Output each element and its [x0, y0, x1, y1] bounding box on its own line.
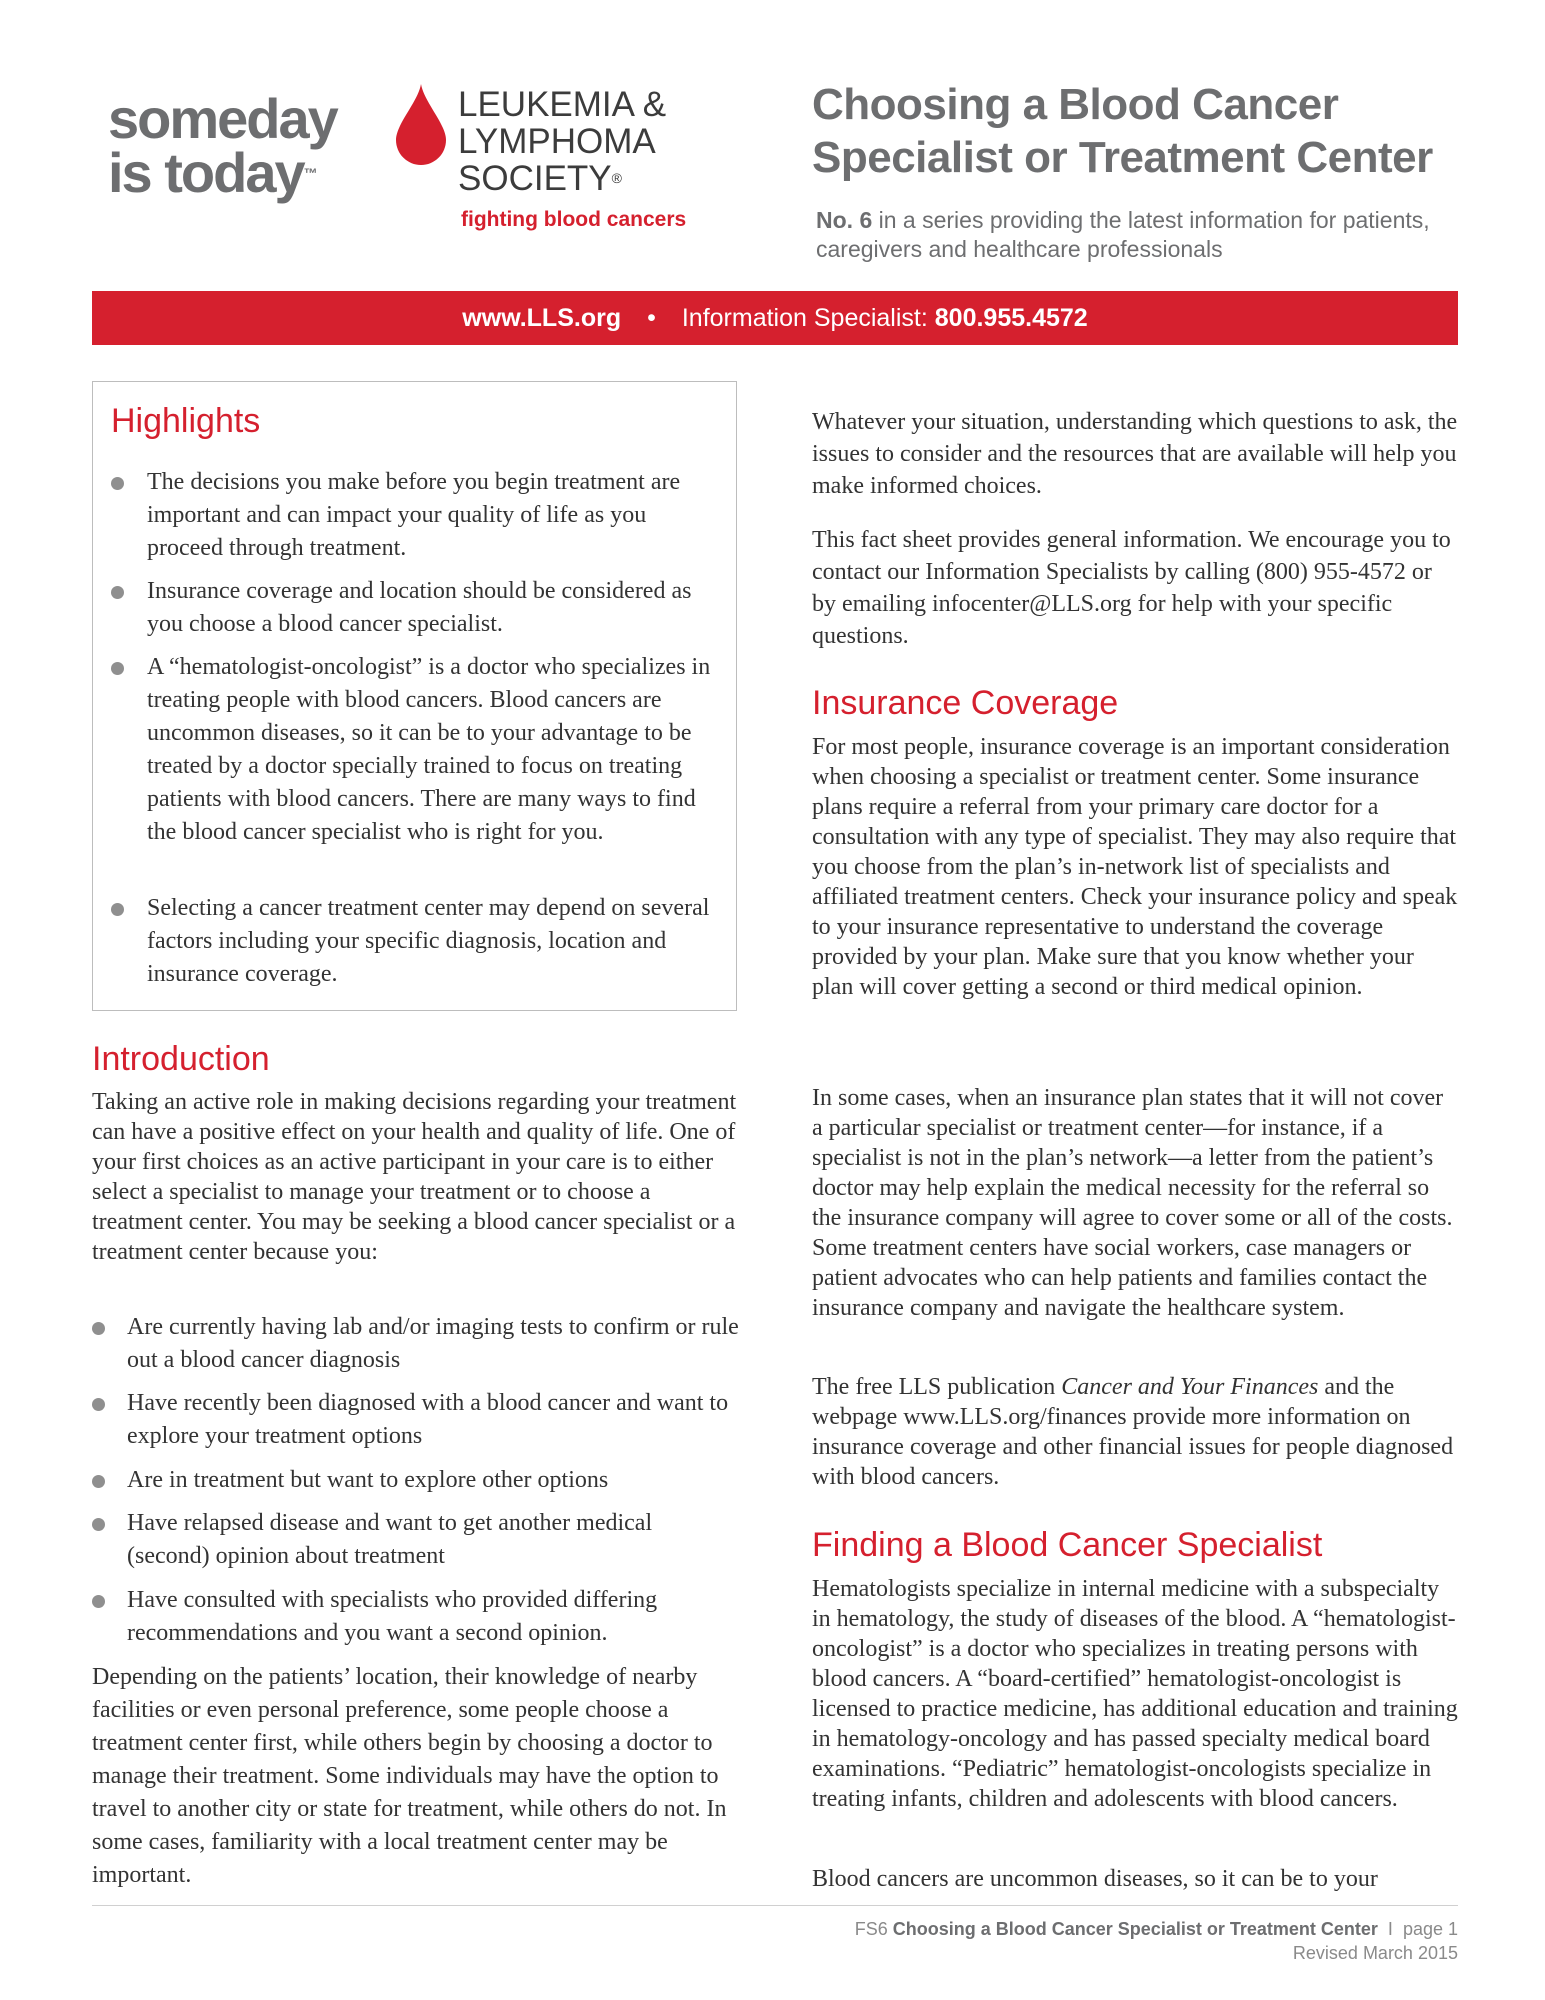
highlights-title: Highlights [111, 402, 261, 440]
org-line1: LEUKEMIA & [458, 85, 667, 124]
org-tagline: fighting blood cancers [461, 208, 687, 231]
introduction-title: Introduction [92, 1040, 270, 1078]
highlight-text: Insurance coverage and location should be considered as you choose a blood cancer specialist. [147, 578, 692, 637]
finding-specialist-title: Finding a Blood Cancer Specialist [812, 1526, 1323, 1564]
intro-item-text: Have recently been diagnosed with a blood cancer and want to explore your treatment options [127, 1390, 729, 1449]
bullet-icon [92, 1518, 105, 1531]
footer-title-line [855, 1919, 1458, 1940]
tagline-line1: someday [108, 87, 337, 150]
intro-right-paragraph: Whatever your situation, understanding which questions to ask, the issues to consider and the resources that are available will help you make informed choices. [812, 409, 1458, 499]
website-link[interactable]: www.LLS.org [462, 303, 622, 332]
footer-title: Choosing a Blood Cancer Specialist or Treatment Center [892, 1919, 1378, 1939]
intro-item-text: Are in treatment but want to explore other options [127, 1467, 609, 1493]
series-text: in a series providing the latest information for patients, caregivers and healthcare professionals [816, 207, 1430, 262]
para3-post: and the webpage www.LLS.org/finances provide more information on insurance coverage and other financial issues for people diagnosed with blood cancers. [812, 1374, 1454, 1490]
finding-paragraph-2: Blood cancers are uncommon diseases, so it can be to your [812, 1866, 1378, 1892]
bullet-icon [92, 1475, 105, 1488]
highlight-text: The decisions you make before you begin treatment are important and can impact your quality of life as you proceed through treatment. [147, 469, 681, 561]
document-title [812, 78, 1512, 184]
title-line1: Choosing a Blood Cancer [812, 80, 1339, 129]
banner-separator: • [647, 303, 656, 332]
lls-logo-text [458, 86, 758, 197]
introduction-paragraph: Taking an active role in making decisions regarding your treatment can have a positive effect on your health and quality of life. One of your first choices as an active participant in your care is to either select a specialist to manage your treatment or to choose a treatment center. You may be seeking a blood cancer specialist or a treatment center because you: [92, 1089, 737, 1265]
bullet-icon [92, 1322, 105, 1335]
publication-title: Cancer and Your Finances [1061, 1374, 1319, 1400]
specialist-phone [682, 304, 1088, 333]
intro-list-item [92, 1311, 740, 1377]
insurance-paragraph-3 [812, 1372, 1458, 1492]
highlight-item [111, 575, 711, 641]
footer-divider-mark: I [1387, 1919, 1393, 1939]
introduction-paragraph-2: Depending on the patients’ location, their knowledge of nearby facilities or even personal preference, some people choose a treatment center first, while others begin by choosing a doctor to manage their treatment. Some individuals may have the option to travel to another city or state for treatment, while others do not. In some cases, familiarity with a local treatment center may be important. [92, 1664, 727, 1888]
bullet-icon [111, 477, 124, 490]
series-description [816, 206, 1456, 264]
series-number: No. 6 [816, 207, 873, 233]
intro-item-text: Have relapsed disease and want to get another medical (second) opinion about treatment [127, 1510, 653, 1569]
highlight-item [111, 466, 711, 565]
bullet-icon [111, 903, 124, 916]
bullet-icon [92, 1595, 105, 1608]
fact-sheet-paragraph: This fact sheet provides general information. We encourage you to contact our Information Specialists by calling (800) 955-4572 or by emailing infocenter@LLS.org for help with your specific questions. [812, 527, 1451, 649]
someday-is-today-logo [108, 87, 388, 204]
blood-drop-icon [396, 84, 446, 166]
highlight-text: A “hematologist-oncologist” is a doctor who specializes in treating people with blood cancers. Blood cancers are uncommon diseases, so it can be to your advantage to be treated by a doctor specially trained to focus on treating patients with blood cancers. There are many ways to find the blood cancer specialist who is right for you. [147, 654, 711, 845]
finding-paragraph-1: Hematologists specialize in internal medicine with a subspecialty in hematology, the study of diseases of the blood. A “hematologist-oncologist” is a doctor who specializes in treating persons with blood cancers. A “board-certified” hematologist-oncologist is licensed to practice medicine, has additional education and training in hematology-oncology and has passed specialty medical board examinations. “Pediatric” hematologist-oncologists specialize in treating infants, children and adolescents with blood cancers. [812, 1576, 1458, 1812]
para3-pre: The free LLS publication [812, 1374, 1062, 1400]
phone-number[interactable]: 800.955.4572 [934, 303, 1088, 332]
highlight-text: Selecting a cancer treatment center may depend on several factors including your specific diagnosis, location and insurance coverage. [147, 895, 710, 987]
org-line2: LYMPHOMA [458, 122, 656, 161]
highlight-item [111, 651, 717, 849]
insurance-paragraph-2: In some cases, when an insurance plan states that it will not cover a particular specialist or treatment center—for instance, if a specialist is not in the plan’s network—a letter from the patient’s doctor may help explain the medical necessity for the referral so the insurance company will agree to cover some or all of the costs. Some treatment centers have social workers, case managers or patient advocates who can help patients and families contact the insurance company and navigate the healthcare system. [812, 1085, 1453, 1321]
registered-mark: ® [611, 170, 622, 186]
intro-item-text: Are currently having lab and/or imaging tests to confirm or rule out a blood cancer diagnosis [127, 1314, 739, 1373]
revision-date: Revised March 2015 [1292, 1943, 1458, 1963]
title-line2: Specialist or Treatment Center [812, 133, 1433, 182]
footer-divider [92, 1905, 1458, 1906]
intro-list-item [92, 1507, 740, 1573]
bullet-icon [111, 662, 124, 675]
contact-banner [92, 291, 1458, 345]
bullet-icon [92, 1398, 105, 1411]
specialist-label: Information Specialist: [681, 303, 928, 332]
insurance-paragraph-1: For most people, insurance coverage is an important consideration when choosing a specialist or treatment center. Some insurance plans require a referral from your primary care doctor for a consultation with any type of specialist. They may also require that you choose from the plan’s in-network list of specialists and affiliated treatment centers. Check your insurance policy and speak to your insurance representative to understand the coverage provided by your plan. Make sure that you know whether your plan will cover getting a second or third medical opinion. [812, 734, 1458, 1000]
intro-list-item [92, 1387, 740, 1453]
trademark-mark: ™ [303, 165, 318, 181]
intro-item-text: Have consulted with specialists who provided differing recommendations and you want a second opinion. [127, 1587, 658, 1646]
intro-list-item [92, 1584, 740, 1650]
page-number: page 1 [1402, 1919, 1458, 1939]
tagline-line2-text: is today [108, 141, 304, 204]
org-line3-text: SOCIETY [458, 159, 612, 198]
highlight-item [111, 892, 711, 991]
bullet-icon [111, 586, 124, 599]
insurance-title: Insurance Coverage [812, 684, 1119, 722]
intro-list-item [92, 1464, 740, 1497]
org-line3 [458, 160, 758, 197]
footer-code: FS6 [854, 1919, 888, 1939]
tagline-line2 [108, 141, 388, 204]
